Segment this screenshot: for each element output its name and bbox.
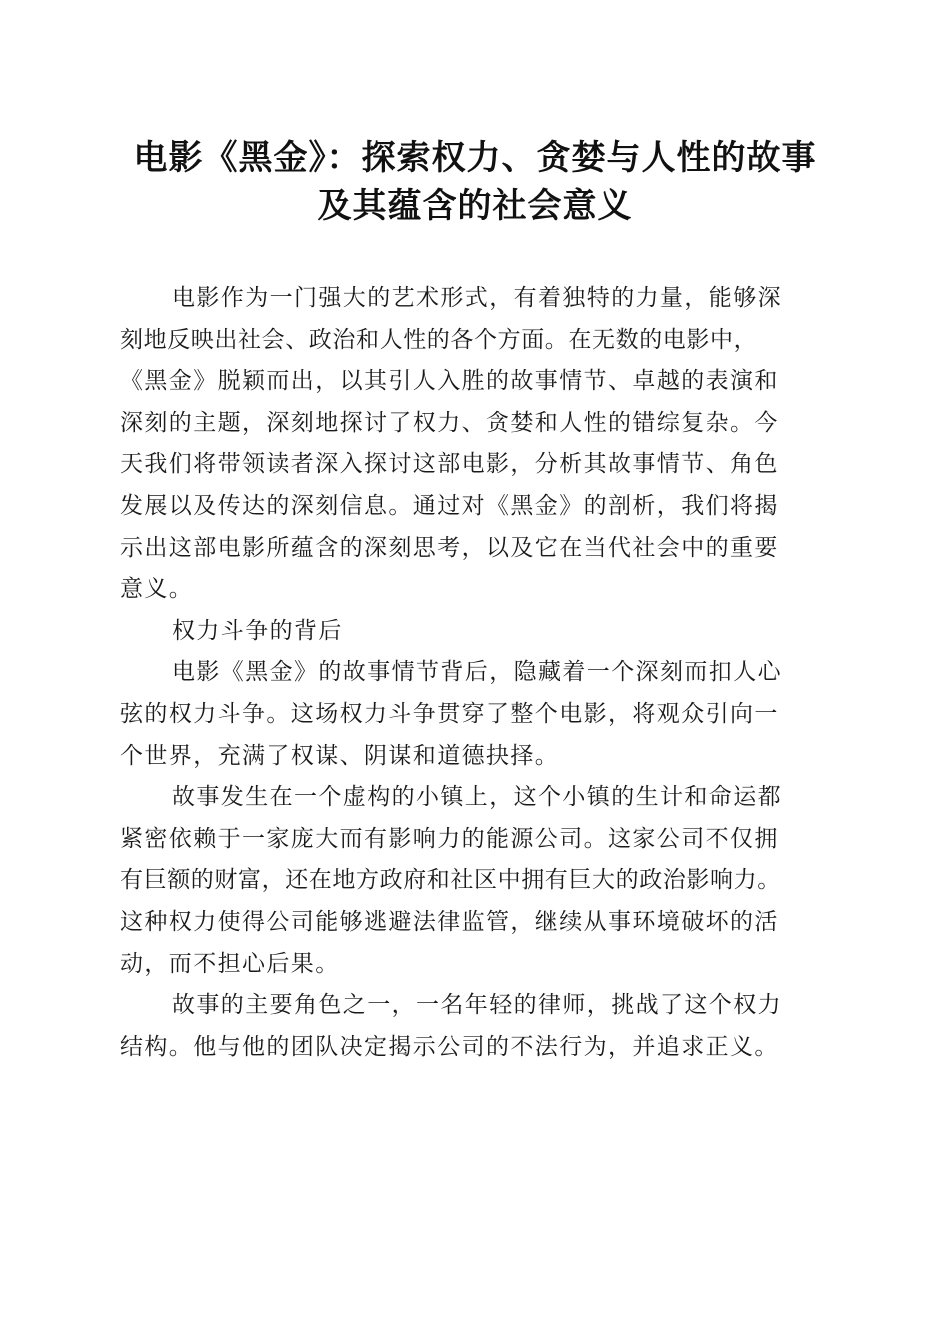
paragraph-line: 动，而不担心后果。: [120, 950, 340, 977]
document-body: [120, 278, 832, 1068]
title-line: 及其蕴含的社会意义: [317, 186, 633, 226]
paragraph-line: 个世界，充满了权谋、阴谋和道德抉择。: [120, 742, 560, 769]
title-line: 电影《黑金》：探索权力、贪婪与人性的故事: [133, 138, 817, 178]
paragraph-line: 紧密依赖于一家庞大而有影响力的能源公司。这家公司不仅拥: [120, 825, 779, 852]
paragraph-line: 电影作为一门强大的艺术形式，有着独特的力量，能够深: [172, 285, 782, 311]
paragraph-line: 刻地反映出社会、政治和人性的各个方面。在无数的电影中，: [120, 326, 758, 353]
paragraph-line: 有巨额的财富，还在地方政府和社区中拥有巨大的政治影响力。: [120, 867, 781, 894]
paragraph-line: 故事的主要角色之一，一名年轻的律师，挑战了这个权力: [172, 992, 782, 1019]
paragraph-line: 《黑金》脱颖而出，以其引人入胜的故事情节、卓越的表演和: [120, 368, 779, 395]
paragraph-line: 故事发生在一个虚构的小镇上，这个小镇的生计和命运都: [172, 784, 782, 811]
document-title: [100, 134, 850, 230]
paragraph-line: 天我们将带领读者深入探讨这部电影，分析其故事情节、角色: [120, 451, 779, 478]
paragraph-line: 这种权力使得公司能够逃避法律监管，继续从事环境破坏的活: [120, 908, 779, 935]
paragraph-line: 发展以及传达的深刻信息。通过对《黑金》的剖析，我们将揭: [120, 492, 779, 519]
paragraph-line: 弦的权力斗争。这场权力斗争贯穿了整个电影，将观众引向一: [120, 700, 779, 727]
section-heading: 权力斗争的背后: [172, 617, 343, 644]
paragraph-line: 示出这部电影所蕴含的深刻思考，以及它在当代社会中的重要: [120, 534, 779, 561]
paragraph-line: 结构。他与他的团队决定揭示公司的不法行为，并追求正义。: [120, 1033, 779, 1060]
paragraph-line: 意义。: [120, 576, 194, 603]
paragraph-line: 电影《黑金》的故事情节背后，隐藏着一个深刻而扣人心: [172, 659, 782, 686]
paragraph-line: 深刻的主题，深刻地探讨了权力、贪婪和人性的错综复杂。今: [120, 409, 779, 436]
